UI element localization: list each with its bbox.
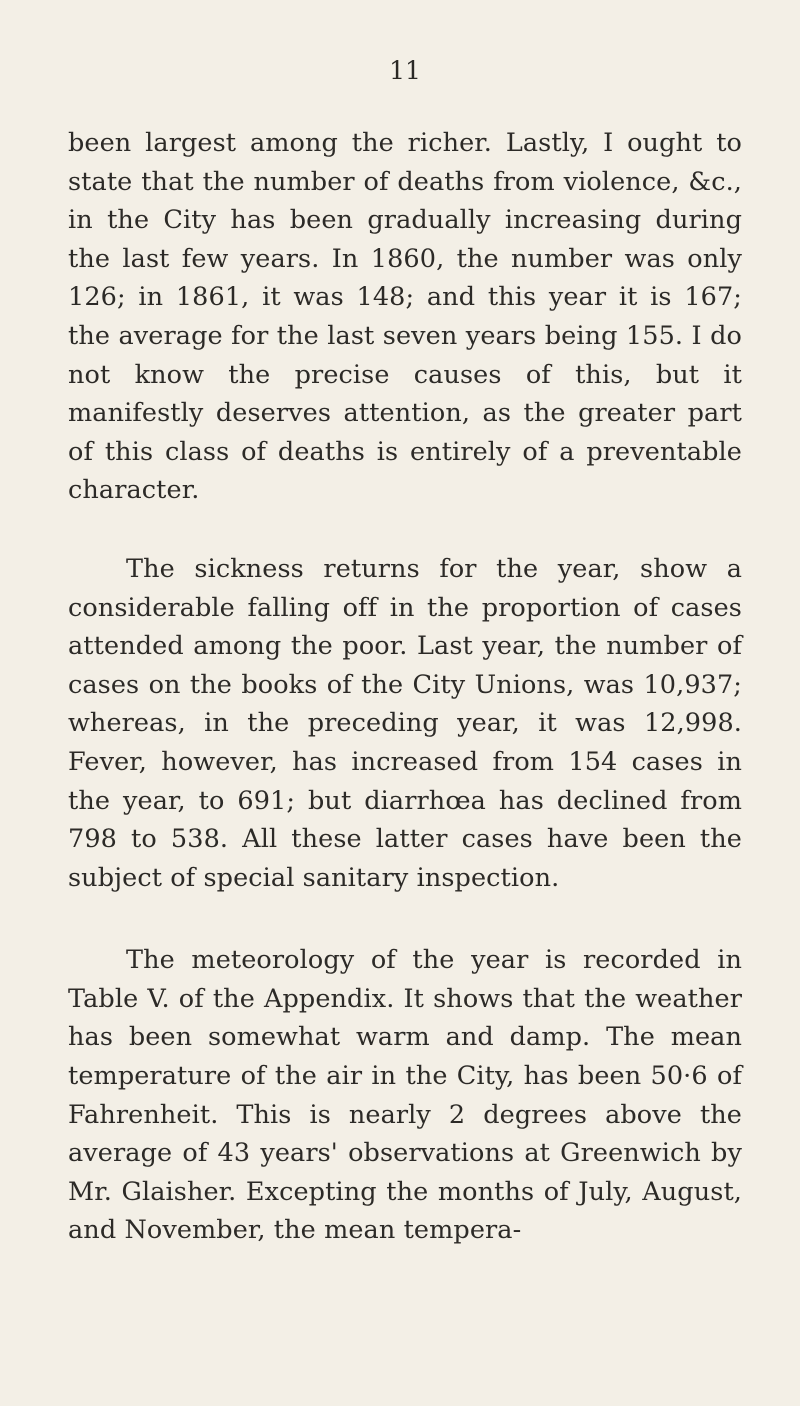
page-number: 11: [389, 56, 421, 85]
paragraph-sickness-returns: The sickness returns for the year, show a considerable falling off in the proportion of cases attended among the poor. Last year, the number of cases on the books of the City Unions, was 10,937; whereas, in the preceding year, it was 12,998. Fever, however, has increased from 154 cases in the year, to 691; but diarrhœa has declined from 798 to 538. All these latter cases have been the subject of special sanitary inspection.: [68, 553, 742, 893]
paragraph-violence-deaths: been largest among the richer. Lastly, I ought to state that the number of deaths from violence, &c., in the City has been gradually increasing during the last few years. In 1860, the number was only 126; in 1861, it was 148; and this year it is 167; the average for the last seven years being 155. I do not know the precise causes of this, but it manifestly deserves attention, as the greater part of this class of deaths is entirely of a preventable character.: [68, 128, 742, 506]
paragraph-meteorology: The meteorology of the year is recorded in Table V. of the Appendix. It shows that the weather has been somewhat warm and damp. The mean temperature of the air in the City, has been 50·6 of Fahrenheit. This is nearly 2 degrees above the average of 43 years' observations at Greenwich by Mr. Glaisher. Excepting the months of July, August, and November, the mean tempera-: [68, 945, 742, 1246]
